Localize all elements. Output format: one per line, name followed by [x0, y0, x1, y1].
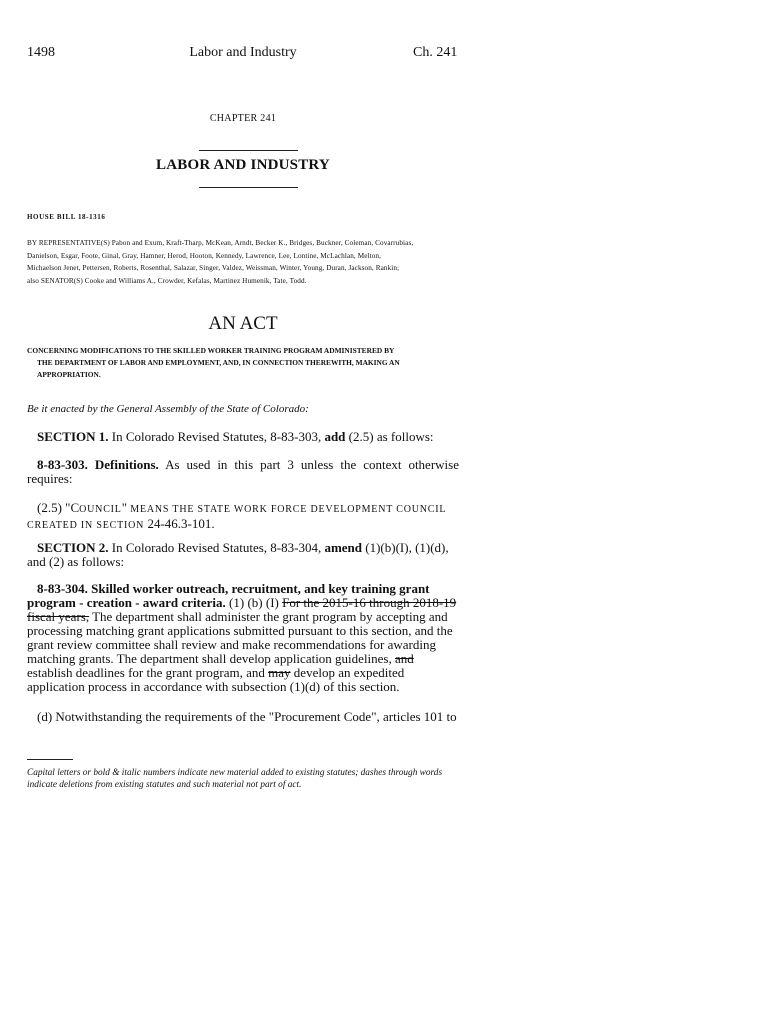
section-304-text: establish deadlines for the grant program, and [27, 665, 269, 680]
definitions-paragraph [27, 458, 459, 486]
definitions-text: As used in this part 3 unless the context otherwise requires: [27, 457, 459, 486]
section-304-label: 8-83-304. Skilled worker outreach, recruitment, and key training grant program - creation - award criteria. [27, 581, 430, 610]
act-heading: AN ACT [208, 313, 278, 334]
chapter-reference: Ch. 241 [413, 45, 458, 60]
section-1-label: SECTION 1. [37, 429, 109, 444]
sponsors-line: Michaelson Jenet, Pettersen, Roberts, Rosenthal, Salazar, Singer, Valdez, Weissman, Winter, Young, Duran, Jackson, Rankin; [27, 264, 400, 272]
section-304-text: develop an expedited application process in accordance with subsection (1)(d) of this section. [27, 665, 405, 694]
running-title: Labor and Industry [189, 45, 297, 60]
statute-reference: 24-46.3-101. [144, 516, 215, 531]
bill-number: HOUSE BILL 18-1316 [27, 213, 106, 221]
closing-quote: " [121, 500, 131, 515]
section-1 [27, 430, 459, 444]
section-1-verb: add [324, 429, 346, 444]
title-rule-bottom [199, 187, 298, 188]
sponsors-block [27, 237, 459, 287]
title-rule-top [199, 150, 298, 151]
section-304-text: The department shall administer the grant program by accepting and processing matching grant applications submitted pursuant to this section, and the grant review committee shall review and make recommendations for awarding matching grants. The department shall develop application guidelines, [27, 609, 453, 666]
council-term: OUNCIL [79, 504, 122, 515]
concerning-line: CONCERNING MODIFICATIONS TO THE SKILLED WORKER TRAINING PROGRAM ADMINISTERED BY [27, 346, 395, 355]
sponsors-line: Danielson, Esgar, Foote, Ginal, Gray, Hamner, Herod, Hooton, Kennedy, Lawrence, Lee, Lontine, McLachlan, Melton, [27, 251, 381, 260]
paragraph-2-5 [27, 501, 459, 533]
enacting-clause: Be it enacted by the General Assembly of the State of Colorado: [27, 403, 309, 415]
section-2-text: In Colorado Revised Statutes, 8-83-304, [108, 540, 325, 555]
concerning-line: APPROPRIATION. [37, 370, 101, 379]
concerning-line: THE DEPARTMENT OF LABOR AND EMPLOYMENT, AND, IN CONNECTION THEREWITH, MAKING AN [37, 358, 400, 367]
deleted-text: For the 2015-16 through 2018-19 fiscal years, [27, 595, 457, 624]
section-1-text: In Colorado Revised Statutes, 8-83-303, [108, 429, 325, 444]
section-1-text-end: (2.5) as follows: [345, 429, 434, 444]
section-2 [27, 541, 459, 569]
paragraph-2-5-num: (2.5) "C [37, 500, 80, 515]
footnote: Capital letters or bold & italic numbers indicate new material added to existing statutes; dashes through words indicate deletions from existing statutes and such material not part of act. [27, 768, 443, 790]
page-number: 1498 [27, 45, 55, 60]
deleted-text: and [395, 651, 414, 666]
deleted-text: may [268, 665, 291, 680]
chapter-label: CHAPTER 241 [209, 113, 277, 124]
main-title: LABOR AND INDUSTRY [156, 157, 330, 173]
sponsors-line: also SENATOR(S) Cooke and Williams A., Crowder, Kefalas, Martinez Humenik, Tate, Todd. [27, 276, 307, 285]
subsection-ref: (1) (b) (I) [225, 595, 283, 610]
section-2-verb: amend [324, 540, 363, 555]
concerning-clause [27, 345, 459, 381]
section-8-83-304 [27, 582, 459, 694]
section-2-label: SECTION 2. [37, 540, 109, 555]
footnote-rule [27, 759, 73, 760]
paragraph-d: (d) Notwithstanding the requirements of the "Procurement Code", articles 101 to [37, 709, 457, 724]
section-2-text-end: (1)(b)(I), (1)(d), and (2) as follows: [27, 540, 449, 569]
council-definition: MEANS THE STATE WORK FORCE DEVELOPMENT COUNCIL CREATED IN SECTION [27, 504, 446, 531]
sponsors-line: BY REPRESENTATIVE(S) Pabon and Exum, Kraft-Tharp, McKean, Arndt, Becker K., Bridges, Buckner, Coleman, Covarrubias, [27, 239, 414, 247]
definitions-label: 8-83-303. Definitions. [37, 457, 159, 472]
